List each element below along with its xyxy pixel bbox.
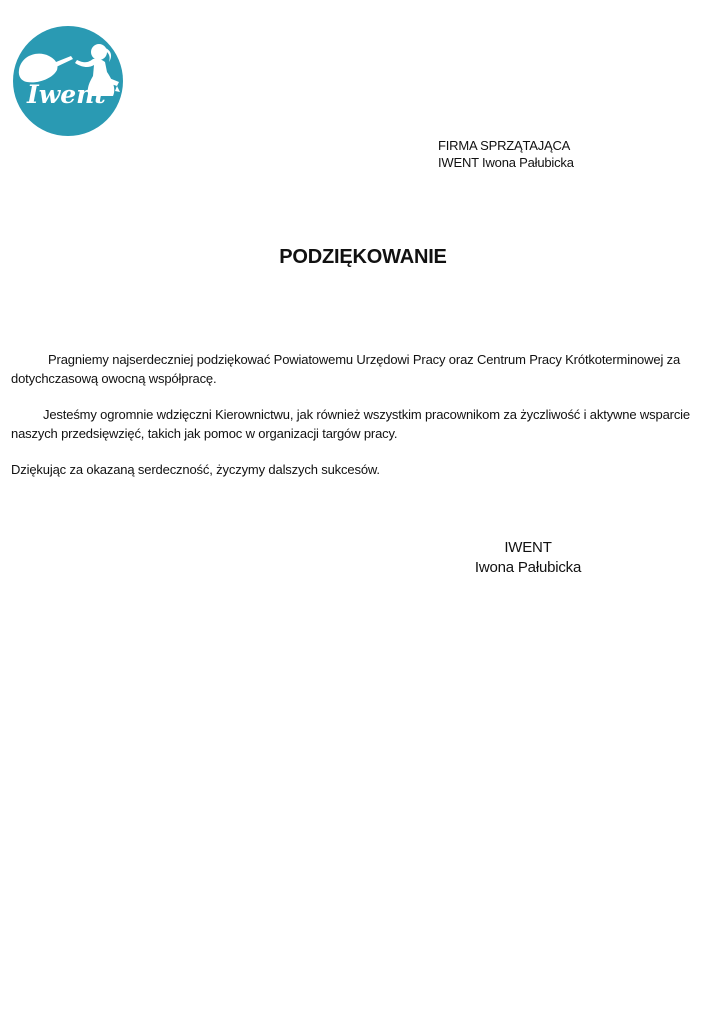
paragraph-2 <box>11 405 711 443</box>
paragraph-3 <box>11 460 711 479</box>
paragraph-2-text: Jesteśmy ogromnie wdzięczni Kierownictwu, jak również wszystkim pracownikom za życzliwość i aktywne wsparcie naszych przedsięwzięć, takich jak pomoc w organizacji targów pracy. <box>11 407 691 441</box>
company-name: IWENT Iwona Pałubicka <box>438 155 574 170</box>
paragraph-1 <box>11 350 711 388</box>
iwent-logo-icon <box>13 26 123 136</box>
paragraph-3-text: Dziękując za okazaną serdeczność, życzymy dalszych sukcesów. <box>11 462 380 477</box>
signature-person: Iwona Pałubicka <box>474 559 582 576</box>
company-header <box>438 137 574 171</box>
signature-block <box>460 538 596 578</box>
logo-text: Iwent <box>27 80 106 109</box>
signature-company: IWENT <box>504 539 552 556</box>
paragraph-1-text: Pragniemy najserdeczniej podziękować Powiatowemu Urzędowi Pracy oraz Centrum Pracy Krótkoterminowej za dotychczasową owocną współpracę. <box>11 352 681 386</box>
company-logo <box>13 26 123 136</box>
document-title: PODZIĘKOWANIE <box>279 246 447 268</box>
company-type: FIRMA SPRZĄTAJĄCA <box>438 138 571 153</box>
